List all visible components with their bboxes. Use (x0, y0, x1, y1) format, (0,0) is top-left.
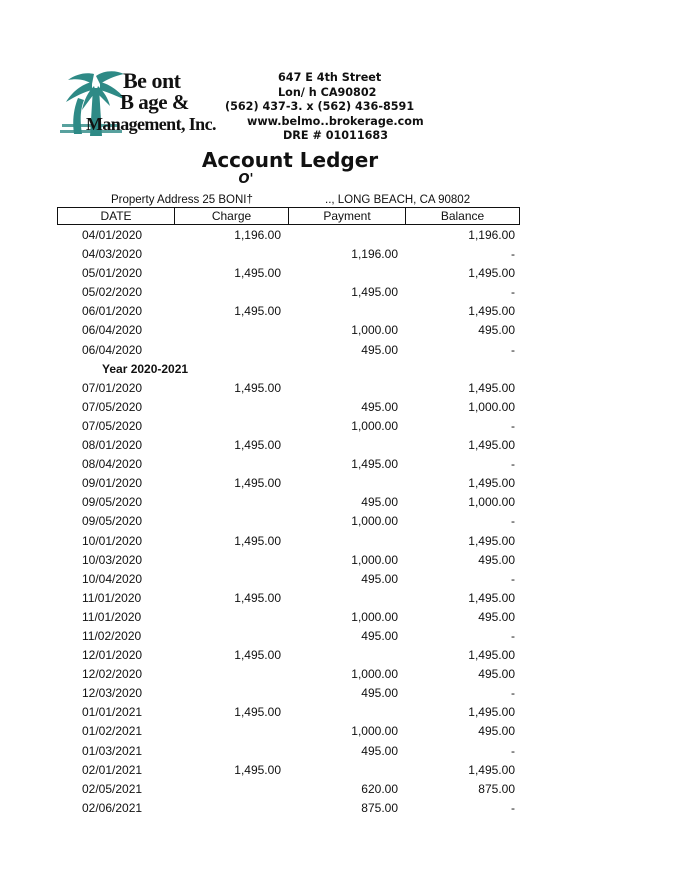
company-website: www.belmo..brokerage.com (247, 114, 424, 128)
cell-payment: 620.00 (361, 781, 398, 796)
company-phone: (562) 437-3. x (562) 436-8591 (225, 100, 415, 113)
table-row (0, 226, 680, 245)
cell-payment: 875.00 (361, 800, 398, 815)
table-row (0, 474, 680, 493)
cell-charge: 1,196.00 (234, 228, 281, 242)
cell-date: 05/02/2020 (82, 285, 143, 300)
cell-payment: 1,000.00 (351, 724, 398, 739)
cell-charge: 1,495.00 (234, 648, 281, 663)
ledger-rows (0, 226, 680, 818)
cell-charge: 1,495.00 (234, 762, 281, 777)
logo-text-line1: Be ont (123, 68, 181, 93)
cell-payment: 1,000.00 (351, 323, 398, 338)
cell-date: 12/02/2020 (82, 667, 143, 682)
cell-date: 08/04/2020 (82, 457, 143, 472)
cell-payment: 1,000.00 (351, 552, 398, 567)
cell-payment: 1,000.00 (351, 667, 398, 682)
cell-date: 06/04/2020 (82, 323, 143, 338)
cell-payment: 1,000.00 (351, 418, 398, 433)
table-row (0, 703, 680, 722)
cell-charge: 1,495.00 (234, 380, 281, 395)
table-row (0, 512, 680, 531)
cell-date: 01/03/2021 (82, 743, 143, 758)
table-row (0, 608, 680, 627)
cell-balance: 495.00 (478, 724, 515, 739)
cell-payment: 495.00 (361, 399, 398, 414)
cell-balance: - (511, 686, 515, 701)
company-street: 647 E 4th Street (278, 71, 382, 84)
cell-charge: 1,495.00 (234, 438, 281, 453)
cell-payment: 1,000.00 (351, 609, 398, 624)
cell-date: 11/01/2020 (82, 590, 142, 605)
property-address-label: Property Address 25 BONI† (111, 194, 253, 206)
cell-balance: - (511, 457, 515, 472)
cell-balance: - (511, 514, 515, 529)
table-row (0, 761, 680, 780)
table-row (0, 264, 680, 283)
cell-date: 02/05/2021 (82, 781, 143, 796)
property-address-value: .., LONG BEACH, CA 90802 (325, 194, 471, 206)
page-title: Account Ledger (201, 148, 379, 172)
cell-balance: 1,495.00 (468, 648, 515, 663)
cell-date: 06/04/2020 (82, 342, 143, 357)
company-dre: DRE # 01011683 (283, 129, 388, 142)
cell-charge: 1,495.00 (234, 304, 281, 319)
cell-balance: 1,196.00 (468, 228, 515, 242)
cell-balance: 1,000.00 (468, 495, 515, 510)
table-row (0, 551, 680, 570)
table-row (0, 455, 680, 474)
cell-date: 01/02/2021 (82, 724, 143, 739)
company-city: Lon/ h CA90802 (278, 85, 377, 99)
cell-date: 07/01/2020 (82, 380, 143, 395)
cell-date: 01/01/2021 (82, 705, 143, 720)
cell-date: 07/05/2020 (82, 418, 143, 433)
cell-balance: - (511, 418, 515, 433)
cell-balance: - (511, 342, 515, 357)
cell-charge: 1,495.00 (234, 476, 281, 491)
cell-balance: 1,495.00 (468, 380, 515, 395)
cell-payment: 495.00 (361, 342, 398, 357)
table-row (0, 532, 680, 551)
cell-date: 10/04/2020 (82, 571, 143, 586)
ledger-header (57, 207, 520, 225)
cell-balance: 1,495.00 (468, 762, 515, 777)
table-row (0, 245, 680, 264)
cell-balance: - (511, 800, 515, 815)
cell-payment: 495.00 (361, 686, 398, 701)
cell-payment: 1,495.00 (351, 285, 398, 300)
cell-payment: 1,000.00 (351, 514, 398, 529)
logo-text-line2: B age & (120, 90, 189, 114)
cell-payment: 1,196.00 (351, 247, 398, 262)
company-logo (58, 68, 223, 140)
cell-date: 09/05/2020 (82, 514, 143, 529)
cell-date: 09/05/2020 (82, 495, 143, 510)
table-row (0, 589, 680, 608)
cell-payment: 495.00 (361, 495, 398, 510)
cell-date: 11/01/2020 (82, 609, 142, 624)
table-row (0, 722, 680, 741)
logo-text-line3: Management, Inc. (86, 114, 216, 134)
table-row (0, 780, 680, 799)
table-row (0, 417, 680, 436)
cell-balance: - (511, 285, 515, 300)
owner-name: O' (238, 172, 254, 187)
table-row (0, 742, 680, 761)
cell-date: 12/03/2020 (82, 686, 143, 701)
cell-balance: 1,495.00 (468, 304, 515, 319)
header-date: DATE (58, 208, 175, 224)
header-charge: Charge (175, 208, 289, 224)
table-row (0, 302, 680, 321)
cell-balance: - (511, 743, 515, 758)
cell-payment: 1,495.00 (351, 457, 398, 472)
cell-payment: 495.00 (361, 571, 398, 586)
cell-balance: - (511, 247, 515, 262)
table-row (0, 627, 680, 646)
cell-date: 04/01/2020 (82, 228, 143, 242)
table-row (0, 665, 680, 684)
cell-balance: 1,495.00 (468, 476, 515, 491)
company-contact (225, 71, 475, 144)
cell-balance: 495.00 (478, 323, 515, 338)
cell-charge: 1,495.00 (234, 590, 281, 605)
cell-date: 10/01/2020 (82, 533, 143, 548)
cell-date: 06/01/2020 (82, 304, 143, 319)
cell-balance: 1,495.00 (468, 266, 515, 281)
cell-balance: 875.00 (478, 781, 515, 796)
header-payment: Payment (289, 208, 406, 224)
cell-charge: 1,495.00 (234, 533, 281, 548)
cell-balance: 1,000.00 (468, 399, 515, 414)
cell-balance: 1,495.00 (468, 438, 515, 453)
cell-date: 04/03/2020 (82, 247, 143, 262)
cell-balance: - (511, 628, 515, 643)
cell-balance: 495.00 (478, 552, 515, 567)
header-balance: Balance (440, 209, 485, 223)
table-row (0, 379, 680, 398)
table-row (0, 398, 680, 417)
cell-date: 10/03/2020 (82, 552, 143, 567)
cell-balance: 495.00 (478, 667, 515, 682)
cell-date: 11/02/2020 (82, 628, 142, 643)
section-label: Year 2020-2021 (102, 361, 189, 376)
cell-balance: 495.00 (478, 609, 515, 624)
table-row (0, 341, 680, 360)
cell-charge: 1,495.00 (234, 705, 281, 720)
table-row (0, 570, 680, 589)
section-row (0, 360, 680, 379)
cell-charge: 1,495.00 (234, 266, 281, 281)
table-row (0, 684, 680, 703)
table-row (0, 646, 680, 665)
table-row (0, 283, 680, 302)
cell-payment: 495.00 (361, 743, 398, 758)
table-row (0, 321, 680, 340)
table-row (0, 799, 680, 818)
cell-date: 07/05/2020 (82, 399, 143, 414)
cell-date: 02/06/2021 (82, 800, 143, 815)
cell-date: 12/01/2020 (82, 648, 143, 663)
cell-date: 02/01/2021 (82, 762, 143, 777)
cell-balance: 1,495.00 (468, 533, 515, 548)
cell-payment: 495.00 (361, 628, 398, 643)
table-row (0, 493, 680, 512)
cell-date: 08/01/2020 (82, 438, 143, 453)
cell-balance: 1,495.00 (468, 590, 515, 605)
cell-date: 05/01/2020 (82, 266, 143, 281)
table-row (0, 436, 680, 455)
cell-balance: - (511, 571, 515, 586)
cell-date: 09/01/2020 (82, 476, 143, 491)
cell-balance: 1,495.00 (468, 705, 515, 720)
